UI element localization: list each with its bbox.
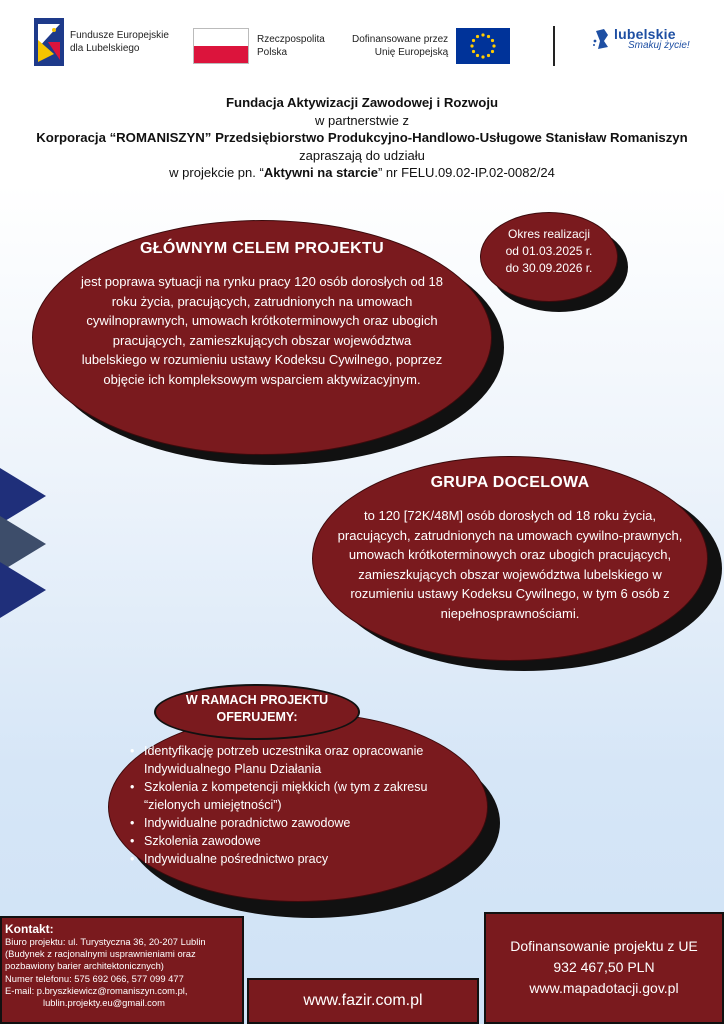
funding-amount: 932 467,50 PLN xyxy=(553,959,655,975)
eu-logo-text xyxy=(352,33,448,59)
invite-text: zapraszają do udziału xyxy=(299,147,425,163)
contact-accessibility-1: (Budynek z racjonalnymi usprawnieniami oraz xyxy=(5,948,196,960)
eu-line2: Unię Europejską xyxy=(374,47,449,58)
poland-flag-icon xyxy=(193,28,249,64)
funding-site-link[interactable]: www.mapadotacji.gov.pl xyxy=(529,980,679,996)
group-title: GRUPA DOCELOWA xyxy=(430,474,590,491)
rp-logo xyxy=(193,28,325,64)
contact-phone: Numer telefonu: 575 692 066, 577 099 477 xyxy=(5,972,184,984)
lubelskie-logo xyxy=(592,26,690,51)
funding-box xyxy=(484,912,724,1024)
logo-divider xyxy=(553,26,555,66)
lubelskie-slogan: Smakuj życie! xyxy=(628,40,690,51)
lubelskie-emblem-icon xyxy=(592,27,612,51)
project-prefix: w projekcie pn. “ xyxy=(169,165,264,180)
list-item: • Indywidualne pośrednictwo pracy xyxy=(130,850,430,868)
organizer-name: Fundacja Aktywizacji Zawodowej i Rozwoju xyxy=(225,95,499,110)
contact-email-1[interactable]: E-mail: p.bryszkiewicz@romaniszyn.com.pl, xyxy=(5,984,188,996)
offer-title-line2: OFERUJEMY: xyxy=(216,710,298,724)
eu-line1: Dofinansowane przez xyxy=(352,34,449,45)
list-item: • Szkolenia zawodowe xyxy=(130,832,430,850)
rp-line1: Rzeczpospolita xyxy=(257,34,325,45)
project-line xyxy=(0,164,724,182)
list-item: • Indywidualne poradnictwo zawodowe xyxy=(130,814,430,832)
period-text xyxy=(480,226,618,277)
offer-list xyxy=(130,742,430,868)
eu-logo xyxy=(352,28,510,64)
lubelskie-name: lubelskie xyxy=(614,26,676,42)
offer-title xyxy=(154,692,360,726)
fe-line2: dla Lubelskiego xyxy=(70,43,140,54)
goal-title: GŁÓWNYM CELEM PROJEKTU xyxy=(140,240,384,257)
project-name: Aktywni na starcie xyxy=(263,165,378,180)
fe-logo-text xyxy=(70,29,169,55)
offer-title-line1: W RAMACH PROJEKTU xyxy=(185,693,329,707)
decor-arrow-3 xyxy=(0,562,46,618)
eu-flag-icon xyxy=(456,28,510,64)
period-to: do 30.09.2026 r. xyxy=(505,261,593,275)
list-item: • Szkolenia z kompetencji miękkich (w tym z zakresu “zielonych umiejętności”) xyxy=(130,778,430,814)
period-label: Okres realizacji xyxy=(507,227,591,241)
goal-body: jest poprawa sytuacji na rynku pracy 120 osób dorosłych od 18 roku życia, pracujących, zatrudnionych na umowach cywilnoprawnych, umowach krótkoterminowych oraz ubogich pracujących, zamieszkujących obszar województwa lubelskiego w rozumieniu ustawy Kodeksu Cywilnego, poprzez objęcie ich kompleksowym wsparciem aktywizacyjnym. xyxy=(80,274,444,387)
lubelskie-logo-text xyxy=(614,26,690,51)
website-link[interactable]: www.fazir.com.pl xyxy=(247,978,479,1024)
contact-accessibility-2: pozbawiony barier architektonicznych) xyxy=(5,960,164,972)
contact-address: Biuro projektu: ul. Turystyczna 36, 20-207 Lublin xyxy=(5,936,206,947)
fe-line1: Fundusze Europejskie xyxy=(70,30,169,41)
fe-logo xyxy=(34,18,169,66)
fe-emblem-icon xyxy=(34,18,64,66)
rp-line2: Polska xyxy=(257,47,288,58)
partner-name: Korporacja “ROMANISZYN” Przedsiębiorstwo Produkcyjno-Handlowo-Usługowe Stanisław Romaniszyn xyxy=(36,130,688,145)
project-number: ” nr FELU.09.02-IP.02-0082/24 xyxy=(377,165,555,180)
contact-box xyxy=(0,916,244,1024)
contact-email-2[interactable]: lublin.projekty.eu@gmail.com xyxy=(43,997,165,1009)
logo-bar xyxy=(0,0,724,82)
funding-label: Dofinansowanie projektu z UE xyxy=(510,938,698,954)
header xyxy=(0,94,724,182)
period-from: od 01.03.2025 r. xyxy=(505,244,593,258)
contact-title: Kontakt: xyxy=(5,922,54,936)
partner-intro: w partnerstwie z xyxy=(315,112,409,128)
rp-logo-text xyxy=(257,33,325,59)
list-item: • Identyfikację potrzeb uczestnika oraz opracowanie Indywidualnego Planu Działania xyxy=(130,742,430,778)
group-body: to 120 [72K/48M] osób dorosłych od 18 roku życia, pracujących, zatrudnionych na umowach cywilno-prawnych, umowach krótkoterminowych oraz ubogich pracujących, zamieszkujących obszar województwa lubelskiego w rozumieniu ustawy Kodeksu Cywilnego, w tym 6 osób z niepełnosprawnościami. xyxy=(337,508,683,621)
